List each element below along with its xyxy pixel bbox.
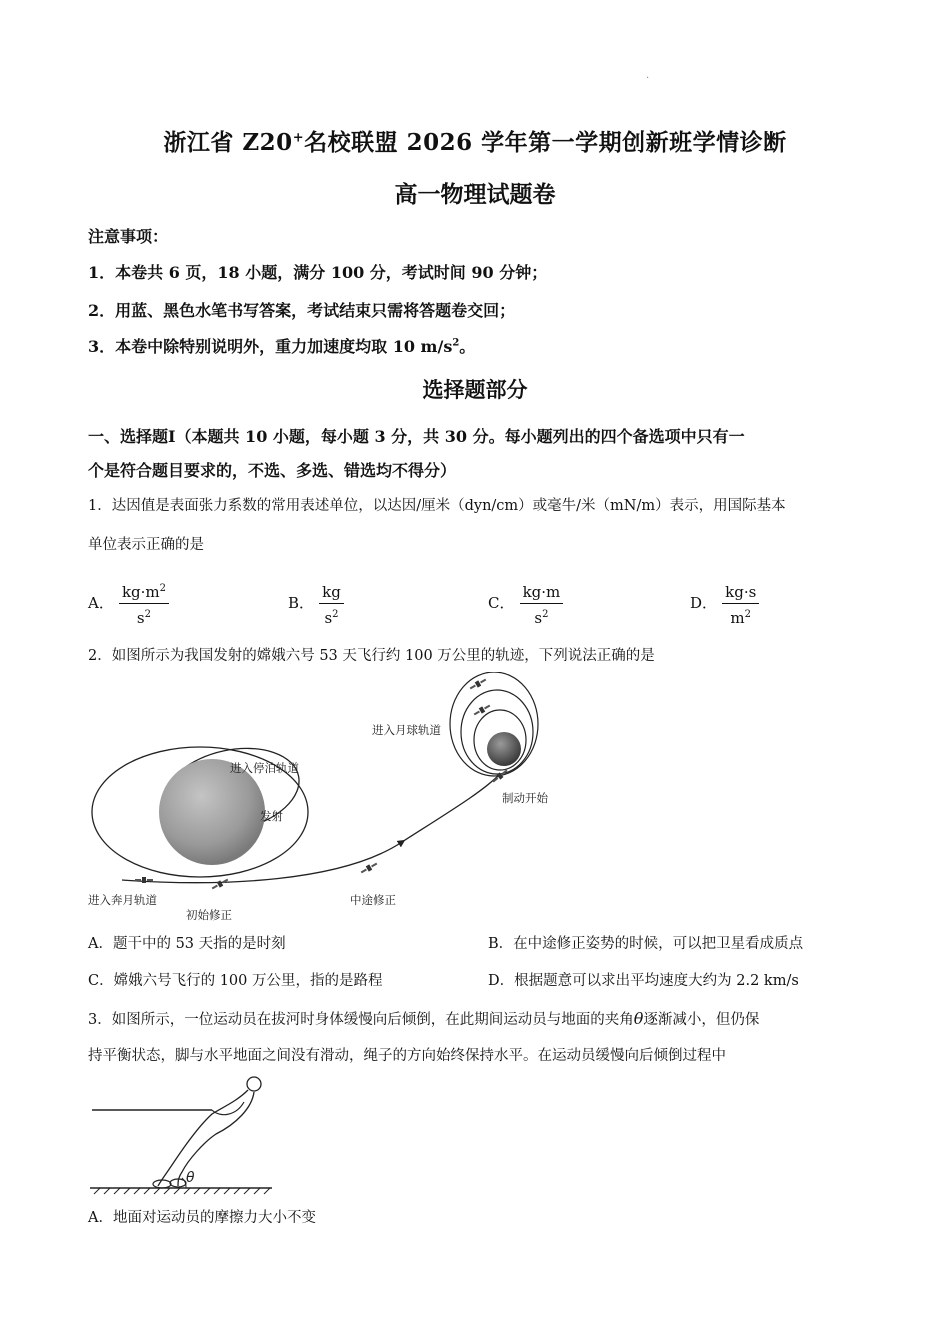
notice-item-1: 1．本卷共 6 页，18 小题，满分 100 分，考试时间 90 分钟； [88, 263, 548, 282]
athlete-head [247, 1077, 261, 1091]
satellite-icon [360, 861, 379, 875]
label-enter-transfer-orbit: 进入奔月轨道 [88, 893, 157, 907]
satellite-icon [473, 703, 492, 717]
label-midcourse-correction: 中途修正 [350, 893, 396, 907]
notice-item-3: 3．本卷中除特别说明外，重力加速度均取 10 $m/s^2$。 [88, 337, 476, 356]
theta-label: θ [186, 1170, 195, 1186]
satellite-icon [211, 877, 230, 891]
q1-option-c: C． $\frac{kg\cdot m}{s^2}$ [488, 578, 563, 629]
q1-stem-line2: 单位表示正确的是 [88, 537, 204, 553]
label-enter-parking-orbit: 进入停泊轨道 [230, 761, 299, 775]
q1-option-d: D． $\frac{kg\cdot s}{m^2}$ [690, 578, 759, 629]
q3-stem-line1: 3．如图所示，一位运动员在拔河时身体缓慢向后倾倒，在此期间运动员与地面的夹角θ逐渐减小，但仍保 [88, 1009, 760, 1028]
label-braking-start: 制动开始 [502, 791, 548, 805]
q2-option-c: C．嫦娥六号飞行的 100 万公里，指的是路程 [88, 973, 383, 989]
part1-instruction-line2: 个是符合题目要求的，不选、多选、错选均不得分） [88, 461, 457, 480]
exam-title-line2: 高一物理试题卷 [394, 181, 556, 208]
q1-option-b: B． $\frac{kg}{s^2}$ [288, 578, 344, 629]
q2-option-d: D．根据题意可以求出平均速度大约为 2.2 km/s [488, 973, 799, 989]
q3-stem-line2: 持平衡状态，脚与水平地面之间没有滑动，绳子的方向始终保持水平。在运动员缓慢向后倾倒过程中 [88, 1048, 726, 1064]
label-launch: 发射 [260, 809, 283, 823]
q3-option-a: A．地面对运动员的摩擦力大小不变 [88, 1210, 316, 1226]
notice-item-2: 2．用蓝、黑色水笔书写答案，考试结束只需将答题卷交回； [88, 301, 516, 320]
part1-instruction-line1: 一、选择题Ⅰ（本题共 10 小题，每小题 3 分，共 30 分。每小题列出的四个备选项中只有一 [88, 427, 745, 446]
notice-heading: 注意事项： [88, 227, 169, 246]
q1-option-d-fraction: $\frac{kg\cdot s}{m^2}$ [722, 578, 759, 629]
ground-hatching [94, 1188, 270, 1194]
q1-option-b-fraction: $\frac{kg}{s^2}$ [319, 578, 344, 629]
header-dot: . [646, 70, 650, 81]
label-enter-lunar-orbit: 进入月球轨道 [372, 723, 441, 737]
exam-title-line1: 浙江省 Z20+名校联盟 2026 学年第一学期创新班学情诊断 [163, 129, 787, 156]
q1-option-a-fraction: $\frac{kg\cdot m^2}{s^2}$ [119, 578, 169, 629]
q2-option-b: B．在中途修正姿势的时候，可以把卫星看成质点 [488, 936, 804, 952]
section-title: 选择题部分 [422, 377, 528, 402]
label-initial-correction: 初始修正 [186, 908, 232, 922]
q2-trajectory-figure [82, 672, 562, 924]
athlete-body [158, 1090, 254, 1186]
q1-stem-line1: 1．达因值是表面张力系数的常用表述单位，以达因/厘米（dyn/cm）或毫牛/米（mN/m）表示，用国际基本 [88, 498, 786, 514]
q1-option-a: A． $\frac{kg\cdot m^2}{s^2}$ [88, 578, 169, 629]
q3-athlete-figure [86, 1072, 276, 1198]
q1-option-c-fraction: $\frac{kg\cdot m}{s^2}$ [520, 578, 564, 629]
q2-option-a: A．题干中的 53 天指的是时刻 [88, 936, 286, 952]
moon [487, 732, 521, 766]
athlete-arm [212, 1102, 244, 1115]
athlete-foot [153, 1180, 171, 1188]
q2-stem: 2．如图所示为我国发射的嫦娥六号 53 天飞行约 100 万公里的轨迹，下列说法正确的是 [88, 648, 655, 664]
